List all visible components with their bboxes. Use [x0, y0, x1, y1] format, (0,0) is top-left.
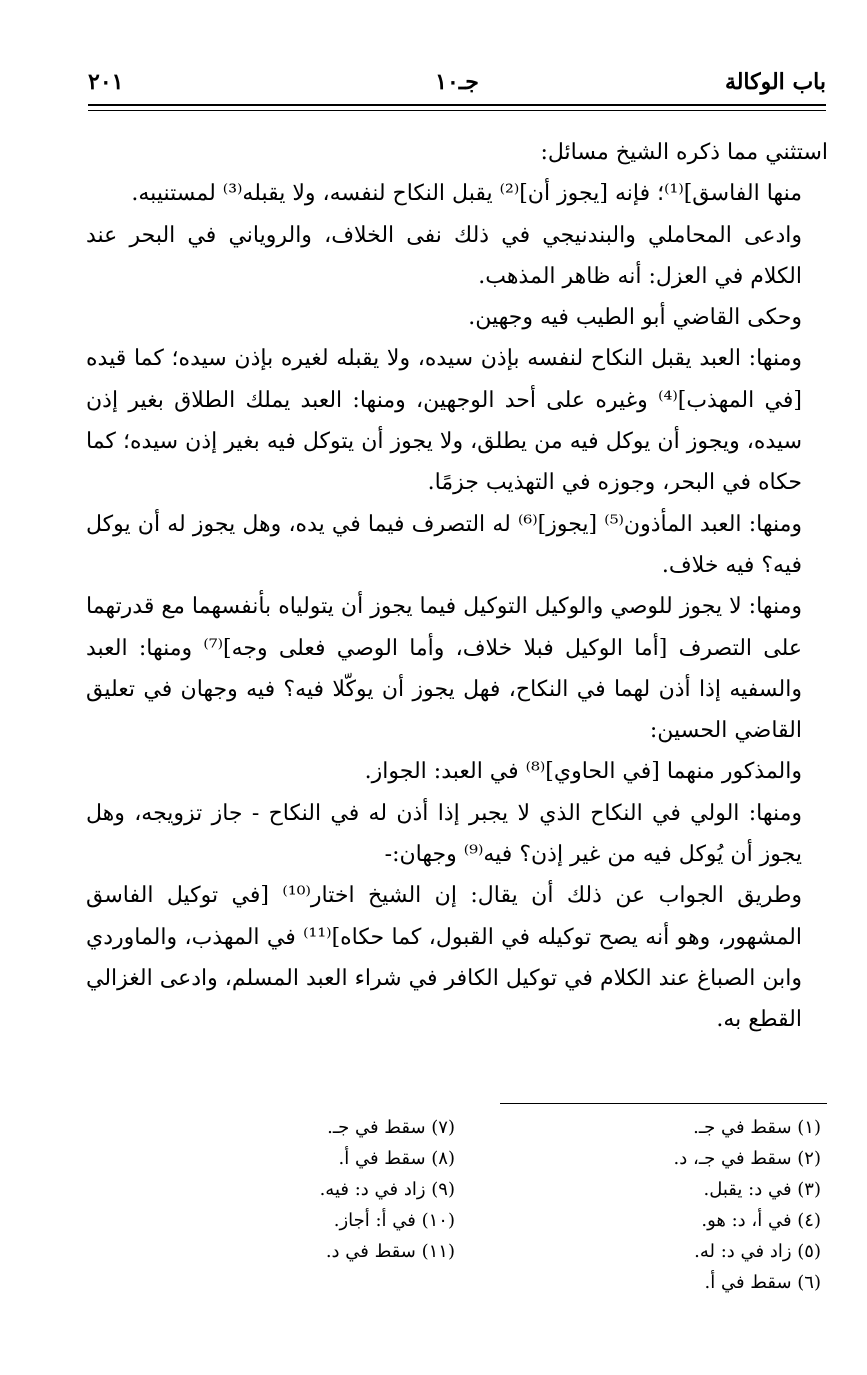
- footnote: (١٠) في أ: أجاز.: [333, 1210, 455, 1231]
- footnote: (٧) سقط في جـ.: [327, 1117, 455, 1138]
- header-rule-thin: [88, 110, 826, 111]
- footnote: (١) سقط في جـ.: [693, 1117, 821, 1138]
- main-text: [86, 132, 828, 1041]
- footnotes-left-column: [155, 1112, 455, 1267]
- paragraph: ومنها: لا يجوز للوصي والوكيل التوكيل فيما يجوز أن يتولياه بأنفسهما مع قدرتهما على التصرف [أما الوكيل فبلا خلاف، وأما الوصي فعلى وجه]⁽⁷⁾ ومنها: العبد والسفيه إذا أذن لهما في النكاح، فهل يجوز أن يوكّلا فيه؟ فيه وجهان في تعليق القاضي الحسين:: [86, 594, 803, 744]
- footnotes-right-column: [521, 1112, 821, 1298]
- footnote: (٢) سقط في جـ، د.: [673, 1148, 821, 1169]
- page-number: ٢٠١: [88, 69, 124, 95]
- header-rule-thick: [88, 104, 826, 106]
- paragraph: ومنها: الولي في النكاح الذي لا يجبر إذا أذن له في النكاح - جاز تزويجه، وهل يجوز أن يُوكل فيه من غير إذن؟ فيه⁽⁹⁾ وجهان:-: [86, 800, 802, 868]
- paragraph: والمذكور منهما [في الحاوي]⁽⁸⁾ في العبد: الجواز.: [364, 759, 802, 785]
- paragraph: وادعى المحاملي والبندنيجي في ذلك نفى الخلاف، والروياني في البحر عند الكلام في العزل: أنه ظاهر المذهب.: [86, 222, 802, 289]
- paragraph: ومنها: العبد المأذون⁽⁵⁾ [يجوز]⁽⁶⁾ له التصرف فيما في يده، وهل يجوز له أن يوكل فيه؟ فيه خلاف.: [86, 511, 803, 578]
- footnote: (٣) في د: يقبل.: [703, 1179, 821, 1200]
- footnote: (٩) زاد في د: فيه.: [319, 1179, 455, 1200]
- footnote-separator: [500, 1103, 827, 1104]
- running-header: [88, 64, 826, 100]
- paragraph: وحكى القاضي أبو الطيب فيه وجهين.: [468, 305, 802, 331]
- paragraph: ومنها: العبد يقبل النكاح لنفسه بإذن سيده، ولا يقبله لغيره بإذن سيده؛ كما قيده [في المهذب]⁽⁴⁾ وغيره على أحد الوجهين، ومنها: العبد يملك الطلاق بغير إذن سيده، ويجوز أن يوكل فيه من يطلق، ولا يجوز أن يتوكل فيه بغير إذن سيده؛ كما حكاه في البحر، وجوزه في التهذيب جزمًا.: [86, 346, 802, 496]
- footnote: (٨) سقط في أ.: [338, 1148, 455, 1169]
- paragraph: وطريق الجواب عن ذلك أن يقال: إن الشيخ اختار⁽¹⁰⁾ [في توكيل الفاسق المشهور، وهو أنه يصح توكيله في القبول، كما حكاه]⁽¹¹⁾ في المهذب، والماوردي وابن الصباغ عند الكلام في توكيل الكافر في شراء العبد المسلم، وادعى الغزالي القطع به.: [86, 883, 803, 1033]
- footnote: (٦) سقط في أ.: [704, 1272, 821, 1293]
- chapter-title: باب الوكالة: [724, 69, 826, 95]
- paragraph: استثني مما ذكره الشيخ مسائل:: [540, 140, 828, 165]
- footnote: (١١) سقط في د.: [325, 1241, 455, 1262]
- footnote: (٤) في أ، د: هو.: [701, 1210, 821, 1231]
- footnote: (٥) زاد في د: له.: [694, 1241, 821, 1262]
- paragraph: منها الفاسق]⁽¹⁾؛ فإنه [يجوز أن]⁽²⁾ يقبل النكاح لنفسه، ولا يقبله⁽³⁾ لمستنيبه.: [131, 181, 802, 207]
- volume-label: جـ١٠: [435, 69, 479, 95]
